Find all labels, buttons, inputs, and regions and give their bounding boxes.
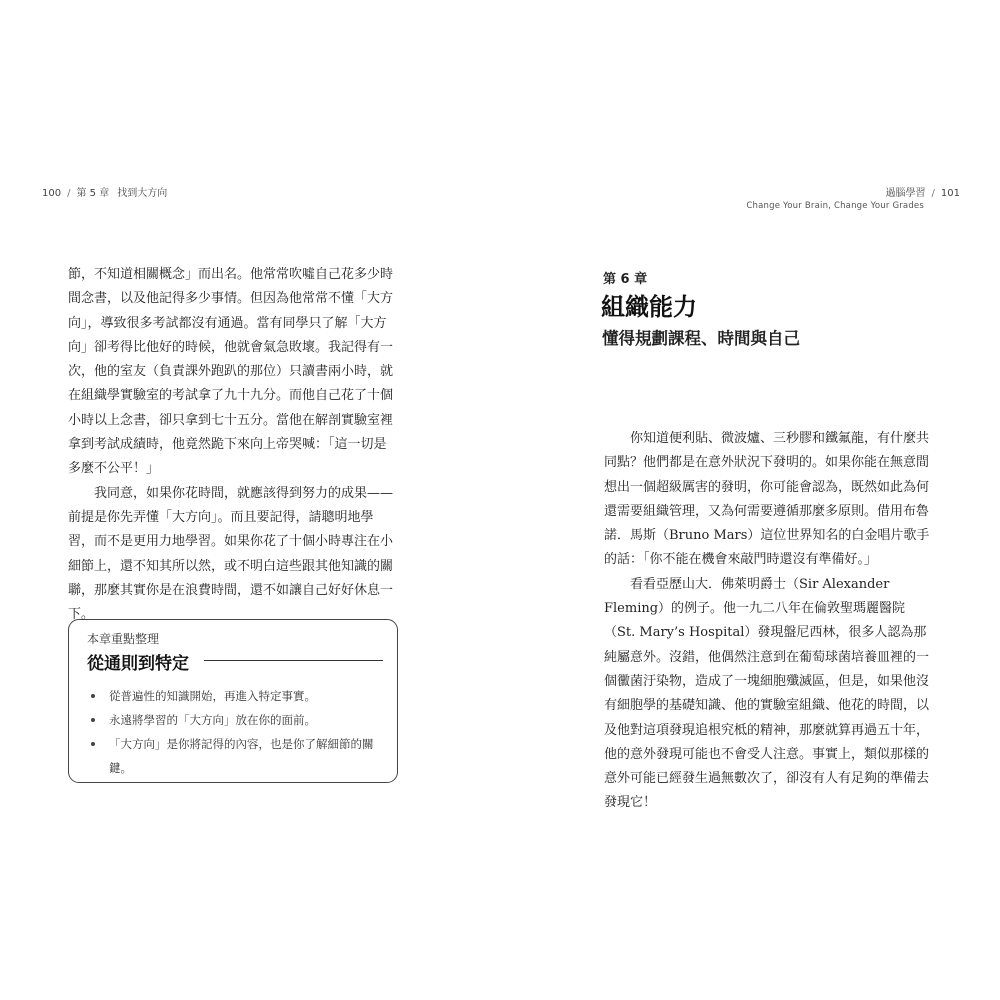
summary-item [87,732,377,780]
right-paragraph-1: 你知道便利貼、微波爐、三秒膠和鐵氟龍，有什麼共同點？他們都是在意外狀況下發明的。如果你能在無意間想出一個超級厲害的發明，你可能會認為，既然如此為何還需要組織管理，又為何需要遵循那麼多原則。借用布魯諾．馬斯（Bruno Mars）這位世界知名的白金唱片歌手的話：「你不能在機會來敲門時還沒有準備好。」 [604,431,930,568]
right-page-number: 101 [940,188,960,199]
left-header-chapter-title: 找到大方向 [117,188,168,199]
left-paragraph-2: 我同意，如果你花時間，就應該得到努力的成果——前提是你先弄懂「大方向」。而且要記得，請聰明地學習，而不是更用力地學習。如果你花了十個小時專注在小細節上，還不知其所以然，或不明白這些跟其他知識的關聯，那麼其實你是在浪費時間，還不如讓自己好好休息一下。 [68,485,394,623]
summary-title: 從通則到特定 [87,654,189,674]
summary-item [87,684,377,708]
header-separator: / [931,188,935,199]
left-page-number: 100 [42,188,62,199]
right-paragraph-2: 看看亞歷山大．佛萊明爵士（Sir Alexander Fleming）的例子。他一九二八年在倫敦聖瑪麗醫院（St. Mary’s Hospital）發現盤尼西林，很多人認為那純屬意外。沒錯，他偶然注意到在葡萄球菌培養皿裡的一個黴菌汙染物，造成了一塊細胞殲滅區，但是，如果他沒有細胞學的基礎知識、他的實驗室組織、他花的時間，以及他對這項發現追根究柢的精神，那麼就算再過五十年，他的意外發現可能也不會受人注意。事實上，類似那樣的意外可能已經發生過無數次了，卻沒有人有足夠的準備去發現它！ [604,576,930,811]
right-page [500,0,1000,1000]
right-header-book-title: 過腦學習 [885,188,926,199]
summary-label: 本章重點整理 [87,632,160,646]
right-body-text [604,427,936,816]
summary-item-text: 永遠將學習的「大方向」放在你的面前。 [109,713,316,727]
summary-title-rule [204,660,383,661]
summary-item-text: 從普遍性的知識開始，再進入特定事實。 [109,689,316,703]
left-header-chapter: 第 5 章 [76,188,110,199]
bullet-icon [91,718,95,722]
header-separator: / [67,188,71,199]
chapter-subtitle: 懂得規劃課程、時間與自己 [602,329,800,348]
chapter-label: 第 6 章 [603,272,648,287]
bullet-icon [91,694,95,698]
summary-item-text: 「大方向」是你將記得的內容，也是你了解細節的關鍵。 [109,737,374,775]
chapter-summary-box [68,619,398,783]
summary-list [87,684,377,780]
right-header-book-subtitle: Change Your Brain, Change Your Grades [746,201,924,211]
left-paragraph-1: 節，不知道相關概念」而出名。他常常吹噓自己花多少時間念書，以及他記得多少事情。但因為他常常不懂「大方向」，導致很多考試都沒有通過。當有同學只了解「大方向」卻考得比他好的時候，他就會氣急敗壞。我記得有一次，他的室友（負責課外跑趴的那位）只讀書兩小時，就在組織學實驗室的考試拿了九十九分。而他自己花了十個小時以上念書，卻只拿到七十五分。當他在解剖實驗室裡拿到考試成績時，他竟然跪下來向上帝哭喊：「這一切是多麼不公平！」 [68,267,394,477]
summary-item [87,708,377,732]
left-body-text [68,263,398,627]
left-running-header [42,184,167,199]
right-running-header [746,184,960,211]
chapter-title: 組織能力 [601,293,697,321]
bullet-icon [91,742,95,746]
